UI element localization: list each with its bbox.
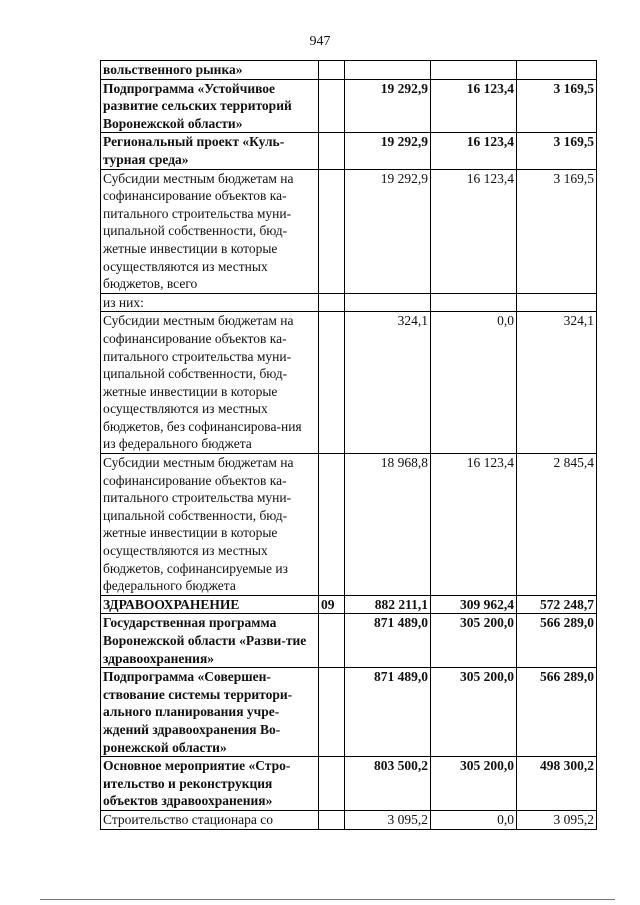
row-section-cell: [319, 757, 345, 811]
row-value-2-cell: 305 200,0: [431, 668, 517, 757]
row-value-2-cell: 0,0: [431, 312, 517, 454]
row-value-3-cell: 3 169,5: [517, 169, 597, 293]
row-value-3-cell: 566 289,0: [517, 614, 597, 668]
row-name-cell: ЗДРАВООХРАНЕНИЕ: [101, 595, 319, 614]
row-value-1-cell: 19 292,9: [345, 133, 431, 169]
row-value-1-cell: 882 211,1: [345, 595, 431, 614]
row-name-cell: Субсидии местным бюджетам на софинансирование объектов ка-питального строительства муни-ципальной собственности, бюд-жетные инвестиции в которые осуществляются из местных бюджетов, всего: [101, 169, 319, 293]
row-name-cell: Региональный проект «Куль-турная среда»: [101, 133, 319, 169]
table-row: [101, 454, 597, 596]
table-row: [101, 757, 597, 811]
table-row: [101, 595, 597, 614]
budget-table-body: [101, 61, 597, 830]
budget-table: [100, 60, 597, 830]
row-value-2-cell: 0,0: [431, 810, 517, 829]
row-value-3-cell: 2 845,4: [517, 454, 597, 596]
row-value-1-cell: 3 095,2: [345, 810, 431, 829]
row-value-3-cell: [517, 61, 597, 80]
row-section-cell: [319, 61, 345, 80]
row-value-1-cell: 18 968,8: [345, 454, 431, 596]
row-section-cell: [319, 133, 345, 169]
row-value-1-cell: [345, 293, 431, 312]
row-section-cell: [319, 293, 345, 312]
row-value-1-cell: 803 500,2: [345, 757, 431, 811]
bottom-rule: [40, 899, 615, 900]
row-name-cell: Подпрограмма «Устойчивое развитие сельских территорий Воронежской области»: [101, 79, 319, 133]
row-value-2-cell: 305 200,0: [431, 614, 517, 668]
row-name-cell: Субсидии местным бюджетам на софинансирование объектов ка-питального строительства муни-ципальной собственности, бюд-жетные инвестиции в которые осуществляются из местных бюджетов, без софинансирова-ния из федерального бюджета: [101, 312, 319, 454]
row-section-cell: [319, 810, 345, 829]
row-value-1-cell: 871 489,0: [345, 614, 431, 668]
row-value-3-cell: 3 095,2: [517, 810, 597, 829]
row-name-cell: Строительство стационара со: [101, 810, 319, 829]
row-value-3-cell: 572 248,7: [517, 595, 597, 614]
row-value-2-cell: [431, 61, 517, 80]
page-number: 947: [309, 34, 331, 49]
row-value-2-cell: 16 123,4: [431, 79, 517, 133]
table-row: [101, 312, 597, 454]
row-name-cell: из них:: [101, 293, 319, 312]
row-value-2-cell: 16 123,4: [431, 169, 517, 293]
row-name-cell: Субсидии местным бюджетам на софинансирование объектов ка-питального строительства муни-ципальной собственности, бюд-жетные инвестиции в которые осуществляются из местных бюджетов, софинансируемые из федерального бюджета: [101, 454, 319, 596]
row-name-cell: вольственного рынка»: [101, 61, 319, 80]
row-name-cell: Основное мероприятие «Стро-ительство и реконструкция объектов здравоохранения»: [101, 757, 319, 811]
row-value-3-cell: 324,1: [517, 312, 597, 454]
row-value-1-cell: 19 292,9: [345, 79, 431, 133]
table-row: [101, 293, 597, 312]
row-value-1-cell: 19 292,9: [345, 169, 431, 293]
row-section-cell: [319, 668, 345, 757]
table-row: [101, 810, 597, 829]
row-value-3-cell: 566 289,0: [517, 668, 597, 757]
row-value-3-cell: 3 169,5: [517, 79, 597, 133]
row-value-2-cell: 16 123,4: [431, 454, 517, 596]
row-section-cell: [319, 454, 345, 596]
row-value-2-cell: 309 962,4: [431, 595, 517, 614]
row-name-cell: Государственная программа Воронежской области «Разви-тие здравоохранения»: [101, 614, 319, 668]
row-value-3-cell: [517, 293, 597, 312]
row-section-cell: [319, 312, 345, 454]
row-value-3-cell: 498 300,2: [517, 757, 597, 811]
table-row: [101, 614, 597, 668]
table-row: [101, 169, 597, 293]
table-row: [101, 133, 597, 169]
row-section-cell: [319, 169, 345, 293]
table-row: [101, 79, 597, 133]
row-value-1-cell: 324,1: [345, 312, 431, 454]
row-section-cell: [319, 614, 345, 668]
row-value-2-cell: [431, 293, 517, 312]
row-section-cell: [319, 79, 345, 133]
row-value-1-cell: 871 489,0: [345, 668, 431, 757]
row-value-2-cell: 305 200,0: [431, 757, 517, 811]
table-row: [101, 61, 597, 80]
row-value-1-cell: [345, 61, 431, 80]
row-name-cell: Подпрограмма «Совершен-ствование системы территори-ального планирования учре-ждений здравоохранения Во-ронежской области»: [101, 668, 319, 757]
table-row: [101, 668, 597, 757]
row-section-cell: 09: [319, 595, 345, 614]
row-value-2-cell: 16 123,4: [431, 133, 517, 169]
row-value-3-cell: 3 169,5: [517, 133, 597, 169]
